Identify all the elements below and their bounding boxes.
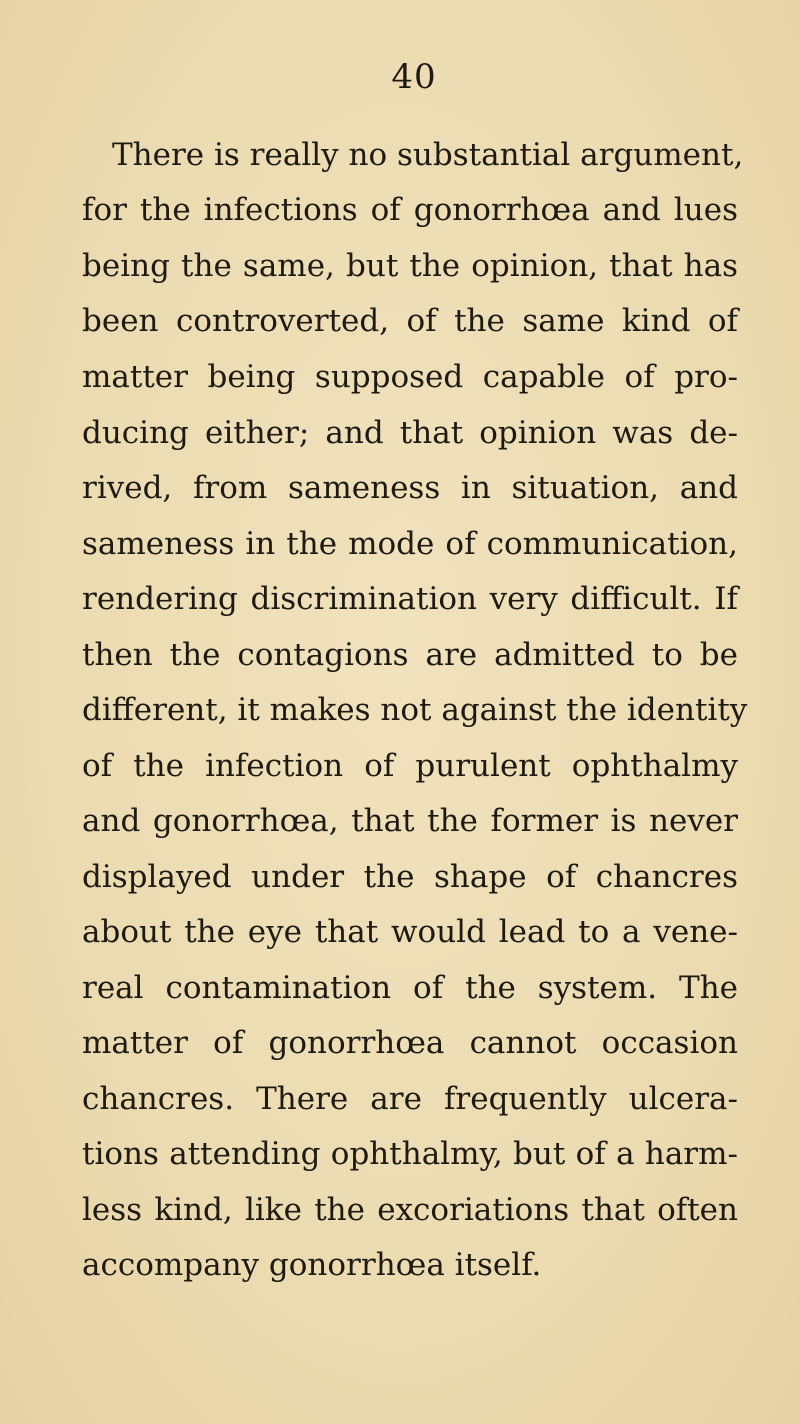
text-line: displayed under the shape of chancres xyxy=(82,859,738,895)
text-line: matter of gonorrhœa cannot occasion xyxy=(82,1025,738,1061)
text-line: sameness in the mode of communication, xyxy=(82,526,738,562)
text-line: less kind, like the excoriations that often xyxy=(82,1192,738,1228)
text-line: matter being supposed capable of pro- xyxy=(82,359,738,395)
text-line: about the eye that would lead to a vene- xyxy=(82,914,738,950)
text-line: real contamination of the system. The xyxy=(82,970,738,1006)
text-line: for the infections of gonorrhœa and lues xyxy=(82,192,738,228)
text-line: chancres. There are frequently ulcera- xyxy=(82,1081,738,1117)
text-line: being the same, but the opinion, that has xyxy=(82,248,738,284)
text-line: then the contagions are admitted to be xyxy=(82,637,738,673)
text-line: rendering discrimination very difficult. If xyxy=(82,581,738,617)
text-line: ducing either; and that opinion was de- xyxy=(82,415,738,451)
text-line: accompany gonorrhœa itself. xyxy=(82,1247,542,1283)
text-line: rived, from sameness in situation, and xyxy=(82,470,738,506)
page-number: 40 xyxy=(391,57,437,97)
text-line: different, it makes not against the identity xyxy=(82,692,748,728)
text-line: been controverted, of the same kind of xyxy=(82,303,738,339)
text-line: There is really no substantial argument, xyxy=(112,137,744,173)
text-line: and gonorrhœa, that the former is never xyxy=(82,803,738,839)
text-line: tions attending ophthalmy, but of a harm- xyxy=(82,1136,738,1172)
text-line: of the infection of purulent ophthalmy xyxy=(82,748,738,784)
